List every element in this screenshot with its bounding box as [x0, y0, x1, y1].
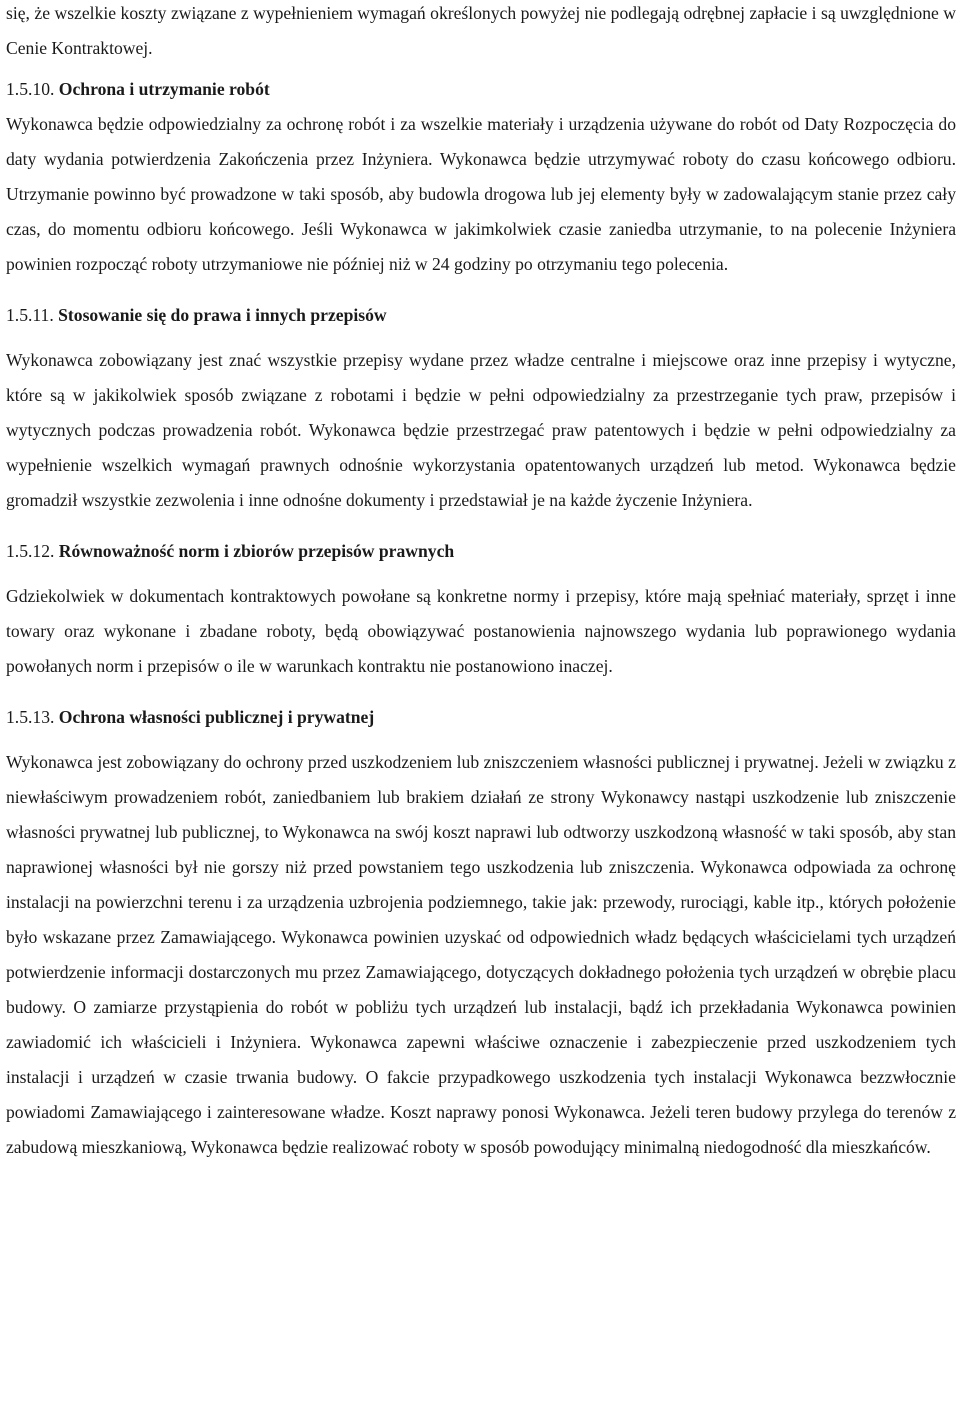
section-number: 1.5.11. — [6, 305, 54, 325]
section-heading-1-5-12 — [6, 534, 956, 569]
section-heading-1-5-10 — [6, 72, 956, 107]
section-body-1-5-12: Gdziekolwiek w dokumentach kontraktowych powołane są konkretne normy i przepisy, które mają spełniać materiały, sprzęt i inne towary oraz wykonane i zbadane roboty, będą obowiązywać postanowienia najnowszego wydania lub poprawionego wydania powołanych norm i przepisów o ile w warunkach kontraktu nie postanowiono inaczej. — [6, 586, 956, 676]
section-body-1-5-11: Wykonawca zobowiązany jest znać wszystkie przepisy wydane przez władze centralne i miejscowe oraz inne przepisy i wytyczne, które są w jakikolwiek sposób związane z robotami i będzie w pełni odpowiedzialny za przestrzeganie tych praw, przepisów i wytycznych podczas prowadzenia robót. Wykonawca będzie przestrzegać praw patentowych i będzie w pełni odpowiedzialny za wypełnienie wszelkich wymagań prawnych odnośnie wykorzystania opatentowanych urządzeń lub metod. Wykonawca będzie gromadził wszystkie zezwolenia i inne odnośne dokumenty i przedstawiał je na każde życzenie Inżyniera. — [6, 350, 956, 510]
intro-paragraph: się, że wszelkie koszty związane z wypełnieniem wymagań określonych powyżej nie podlegają odrębnej zapłacie i są uwzględnione w Cenie Kontraktowej. — [6, 3, 956, 58]
section-number: 1.5.10. — [6, 79, 55, 99]
section-title: Ochrona i utrzymanie robót — [58, 79, 270, 99]
document-page — [6, 0, 956, 1165]
section-heading-1-5-11 — [6, 298, 956, 333]
section-title: Stosowanie się do prawa i innych przepisów — [58, 305, 387, 325]
section-heading-1-5-13 — [6, 700, 956, 735]
section-number: 1.5.12. — [6, 541, 55, 561]
section-title: Równoważność norm i zbiorów przepisów prawnych — [58, 541, 455, 561]
section-number: 1.5.13. — [6, 707, 55, 727]
section-title: Ochrona własności publicznej i prywatnej — [58, 707, 375, 727]
section-body-1-5-13: Wykonawca jest zobowiązany do ochrony przed uszkodzeniem lub zniszczeniem własności publicznej i prywatnej. Jeżeli w związku z niewłaściwym prowadzeniem robót, zaniedbaniem lub brakiem działań ze strony Wykonawcy nastąpi uszkodzenie lub zniszczenie własności prywatnej lub publicznej, to Wykonawca na swój koszt naprawi lub odtworzy uszkodzoną własność w taki sposób, aby stan naprawionej własności był nie gorszy niż przed powstaniem tego uszkodzenia lub zniszczenia. Wykonawca odpowiada za ochronę instalacji na powierzchni terenu i za urządzenia uzbrojenia podziemnego, takie jak: przewody, rurociągi, kable itp., których położenie było wskazane przez Zamawiającego. Wykonawca powinien uzyskać od odpowiednich władz będących właścicielami tych urządzeń potwierdzenie informacji dostarczonych mu przez Zamawiającego, dotyczących dokładnego położenia tych urządzeń w obrębie placu budowy. O zamiarze przystąpienia do robót w pobliżu tych urządzeń lub instalacji, bądź ich przekładania Wykonawca powinien zawiadomić ich właścicieli i Inżyniera. Wykonawca zapewni właściwe oznaczenie i zabezpieczenie przed uszkodzeniem tych instalacji i urządzeń w czasie trwania budowy. O fakcie przypadkowego uszkodzenia tych instalacji Wykonawca bezzwłocznie powiadomi Zamawiającego i zainteresowane władze. Koszt naprawy ponosi Wykonawca. Jeżeli teren budowy przylega do terenów z zabudową mieszkaniową, Wykonawca będzie realizować roboty w sposób powodujący minimalną niedogodność dla mieszkańców. — [6, 752, 956, 1157]
section-body-1-5-10: Wykonawca będzie odpowiedzialny za ochronę robót i za wszelkie materiały i urządzenia używane do robót od Daty Rozpoczęcia do daty wydania potwierdzenia Zakończenia przez Inżyniera. Wykonawca będzie utrzymywać roboty do czasu końcowego odbioru. Utrzymanie powinno być prowadzone w taki sposób, aby budowla drogowa lub jej elementy były w zadowalającym stanie przez cały czas, do momentu odbioru końcowego. Jeśli Wykonawca w jakimkolwiek czasie zaniedba utrzymanie, to na polecenie Inżyniera powinien rozpocząć roboty utrzymaniowe nie później niż w 24 godziny po otrzymaniu tego polecenia. — [6, 114, 956, 274]
